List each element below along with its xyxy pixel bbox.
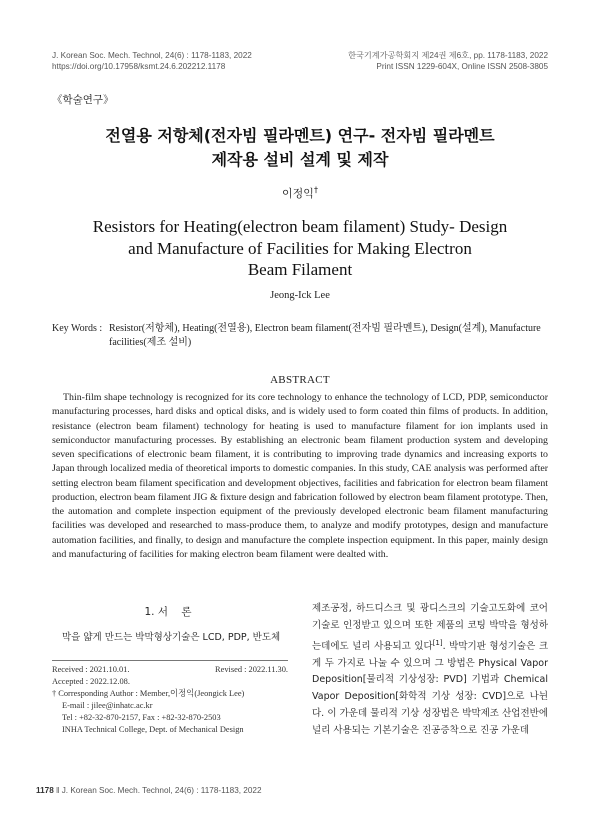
title-korean <box>40 124 560 172</box>
section-heading-introduction: 1. 서 론 <box>144 606 192 618</box>
page-number: 1178 <box>36 786 54 795</box>
title-english-line2: and Manufacture of Facilities for Making Electron <box>128 238 472 258</box>
title-english-line1: Resistors for Heating(electron beam filament) Study- Design <box>92 217 508 236</box>
corresponding-author: † Corresponding Author : Member,이정익(Jeongick Lee) <box>52 689 245 698</box>
corresponding-mark: † <box>313 185 318 195</box>
revised-date: Revised : 2022.11.30. <box>215 665 288 674</box>
abstract-body: Thin-film shape technology is recognized for its core technology to enhance the technology of LCD, PDP, semiconductor manufacturing processes, hard disks and optical disks, and is widely used to form coated thin films of products. In addition, resistance (electron beam filament) technology for heating is used to manufacture filament for ion implants used in semiconductor manufacturing processes. By establishing an electronic beam filament production system and developing seven specifications of electronic beam filament, it is contributing to improving trade dynamics and increasing exports to Japan through localized media of theoretical imports to domestic companies. In this study, CAE analysis was performed after setting electron beam filament specification and development objectives, facilities and fabrication for electron beam filament production, electron beam filament JIG & fixture design and fabrication followed by electron beam filament prototype. Then, the automation and complete inspection equipment of the previously developed electronic beam filament manufacturing facilities was developed and researched to mass-produce them, to analyze and modify prototypes, design and manufacture automation facilities, and finally, to design and manufacture the complete inspection equipment. In this paper, mainly design and manufacturing of facilities for making electron beam filament were dealted with. <box>52 392 548 560</box>
footer-journal: ‖ J. Korean Soc. Mech. Technol, 24(6) : 1178-1183, 2022 <box>56 786 262 795</box>
title-korean-line1: 전열용 저항체(전자빔 필라멘트) 연구- 전자빔 필라멘트 <box>105 126 495 145</box>
running-header-left <box>52 50 252 72</box>
intro-left-text: 막을 얇게 만드는 박막형상기술은 LCD, PDP, 반도체 <box>62 632 281 643</box>
running-header-right <box>348 50 548 72</box>
author-korean <box>0 185 600 201</box>
title-english-line3: Beam Filament <box>247 260 353 279</box>
author-phone-fax: Tel : +82-32-870-2157, Fax : +82-32-870-2503 <box>62 713 221 722</box>
doi-link[interactable]: https://doi.org/10.17958/ksmt.24.6.202212.1178 <box>52 62 226 71</box>
intro-right-text-part2: . 박막기판 형성기술은 크게 두 가지로 나눌 수 있으며 그 방법은 Physical Vapor Deposition[물리적 기상성장: PVD] 기법과 Chemical Vapor Deposition[화학적 기상 성장: CVD]으로 나뉜다. 이 가운데 물리적 기상 성장법은 박막제조 산업전반에 널리 사용되는 기본기술은 진공증착으로 진공 가운데 <box>312 640 548 736</box>
title-english <box>80 216 520 281</box>
accepted-date: Accepted : 2022.12.08. <box>52 677 130 686</box>
intro-right-text <box>312 601 548 740</box>
journal-citation: J. Korean Soc. Mech. Technol, 24(6) : 1178-1183, 2022 <box>52 51 252 60</box>
received-date: Received : 2021.10.01. <box>52 665 130 674</box>
author-affiliation: INHA Technical College, Dept. of Mechanical Design <box>62 725 244 734</box>
abstract-heading: ABSTRACT <box>270 374 330 386</box>
article-category: 《학술연구》 <box>52 94 114 106</box>
author-email[interactable]: E-mail : jilee@inhatc.ac.kr <box>62 701 153 710</box>
keywords-text: Resistor(저항체), Heating(전열용), Electron beam filament(전자빔 필라멘트), Design(설계), Manufacture facilities(제조 설비) <box>109 323 541 348</box>
intro-right-text-part1: 제조공정, 하드디스크 및 광디스크의 기술고도화에 코어 기술로 인정받고 있으며 또한 제품의 코팅 박막을 형성하는데에도 널리 사용되고 있다 <box>312 603 548 652</box>
journal-citation-korean: 한국기계가공학회지 제24권 제6호, pp. 1178-1183, 2022 <box>348 51 548 60</box>
author-english: Jeong-Ick Lee <box>270 290 330 301</box>
reference-citation[interactable]: [1] <box>432 638 443 647</box>
keywords-label: Key Words : <box>52 323 103 334</box>
title-korean-line2: 제작용 설비 설계 및 제작 <box>211 150 389 169</box>
footnote-divider <box>52 660 288 661</box>
author-korean-name: 이정익 <box>282 187 314 200</box>
page-footer <box>36 786 262 795</box>
issn-info: Print ISSN 1229-604X, Online ISSN 2508-3805 <box>376 62 548 71</box>
received-revised-line <box>52 664 288 676</box>
